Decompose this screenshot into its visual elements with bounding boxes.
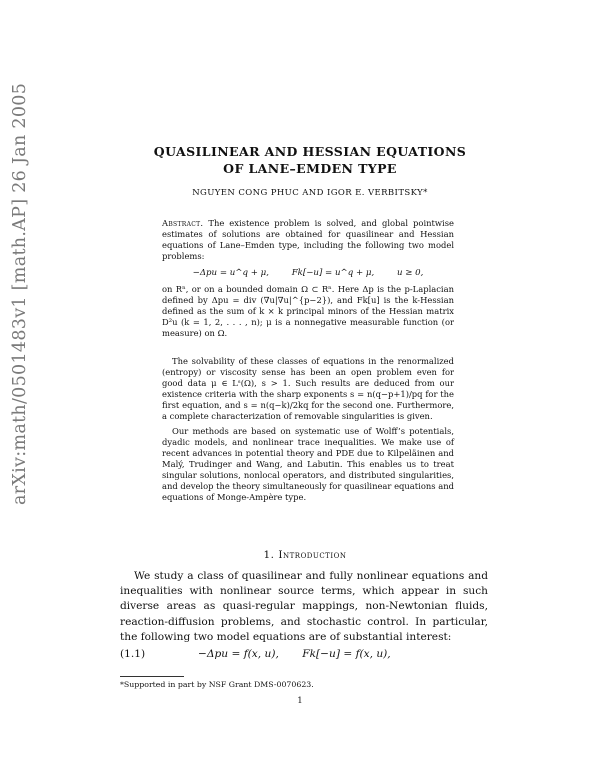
equation-plaplace: −Δpu = u^q + μ, [192, 268, 269, 278]
authors: NGUYEN CONG PHUC AND IGOR E. VERBITSKY* [192, 188, 428, 198]
intro-paragraph: We study a class of quasilinear and fully nonlinear equations and inequalities with nonlinear source terms, which appear in such diverse areas as quasi-regular mappings, non-Newtonian fluids, reaction-diffusion problems, and stochastic control. In particular, the following two model equations are of substantial interest: [120, 570, 488, 643]
footnote: *Supported in part by NSF Grant DMS-0070623. [120, 680, 314, 689]
abstract-paragraph-1 [162, 218, 454, 262]
model-problems-equation [162, 268, 454, 278]
equation-1-1-hessian: Fk[−u] = f(x, u), [302, 648, 391, 660]
section-heading-introduction: 1. Introduction [263, 549, 347, 561]
abstract-label: Abstract. [162, 218, 204, 228]
page-number: 1 [297, 696, 303, 706]
paper-title-line-2: OF LANE–EMDEN TYPE [223, 161, 397, 176]
equation-number: (1.1) [120, 648, 146, 660]
arxiv-identifier: arXiv:math/0501483v1 [math.AP] 26 Jan 2005 [10, 82, 30, 505]
abstract-paragraph-4: Our methods are based on systematic use of Wolff’s potentials, dyadic models, and nonlinear trace inequalities. We make use of recent advances in potential theory and PDE due to Kilpeläinen and Malý, Trudinger and Wang, and Labutin. This enables us to treat singular solutions, nonlocal operators, and distributed singularities, and develop the theory simultaneously for quasilinear equations and equations of Monge-Ampère type. [162, 426, 454, 502]
abstract-paragraph-2: on Rⁿ, or on a bounded domain Ω ⊂ Rⁿ. Here Δp is the p-Laplacian defined by Δpu = div (∇u|∇u|^{p−2}), and Fk[u] is the k-Hessian defined as the sum of k × k principal minors of the Hessian matrix D²u (k = 1, 2, . . . , n); μ is a nonnegative measurable function (or measure) on Ω. [162, 284, 454, 338]
abstract-paragraph-3: The solvability of these classes of equations in the renormalized (entropy) or viscosity sense has been an open problem even for good data μ ∈ Lˢ(Ω), s > 1. Such results are deduced from our existence criteria with the sharp exponents s = n(q−p+1)/pq for the first equation, and s = n(q−k)/2kq for the second one. Furthermore, a complete characterization of removable singularities is given. [162, 356, 454, 421]
equation-1-1 [198, 648, 411, 660]
abstract-text-1: The existence problem is solved, and global pointwise estimates of solutions are obtained for quasilinear and Hessian equations of Lane–Emden type, including the following two model problems: [162, 218, 454, 261]
equation-hessian: Fk[−u] = u^q + μ, [291, 268, 375, 278]
paper-title-line-1: QUASILINEAR AND HESSIAN EQUATIONS [153, 144, 467, 159]
equation-positivity: u ≥ 0, [396, 268, 424, 278]
footnote-rule [120, 676, 184, 677]
equation-1-1-quasilinear: −Δpu = f(x, u), [198, 648, 279, 660]
